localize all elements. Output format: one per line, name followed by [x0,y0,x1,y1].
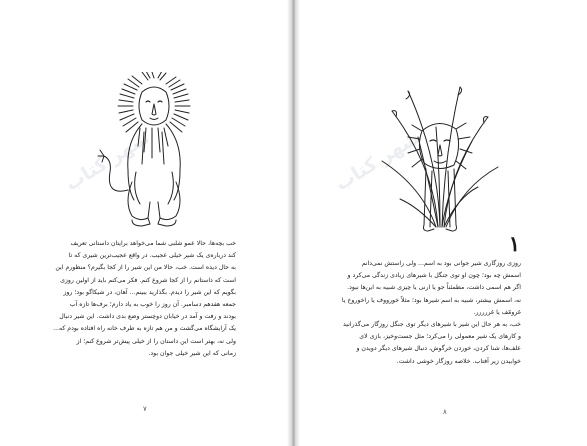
left-line-6: جمعه هفدهم دسامبر. آن روز را خوب به یاد دارم؛ برف‌ها تازه آب [69,301,236,309]
right-line-8: علف‌ها، شنا کردن، خوردن خرگوش، دنبال شیرهای دیگر دویدن و [356,345,521,353]
book-gutter [287,0,300,446]
page-number-right: ۸ [443,408,447,416]
page-number-left: ۷ [143,405,147,413]
grass-blades [382,87,498,227]
left-line-3: به حال دیده است. خب، حالا من این شیر را از کجا بگیرم؟ منظورم این [55,264,236,272]
lion-tail [104,156,128,191]
left-line-4: است که داستانم را از کجا شروع کنم. فکر می‌کنم باید از اولین روزی [60,276,236,284]
watermark-left: شهر کتاب [61,126,154,196]
left-line-5: بگویم که این شیر را دیدم. بگذارید ببینم... آهان، در شیکاگو بود؛ روز [63,288,236,296]
right-line-9: خوابیدن زیر آفتاب. خلاصه روزگار خوشی داشت. [396,357,521,365]
right-line-5: غرومّف یا غررررر. [473,308,521,316]
sitting-lion-illustration [92,72,216,230]
right-line-4: نه، اسمش بیشتر، شبیه به اسم شیرها بود؛ مثلاً خورووف یا راخوروخ یا [341,296,521,304]
left-line-10: زمانی که این شیر خیلی جوان بود. [148,349,236,357]
left-line-7: بودند و رفت و آمد در خیابان دوچستر وضع بدی داشت. این شیر دنبال [59,313,236,321]
right-page-text [341,258,521,368]
left-line-8: یک آرایشگاه می‌گشت و من هم تازه به طرف خانه راه افتاده بودم که... [53,325,236,333]
lion-body [128,124,180,200]
left-line-1: خب بچه‌ها، حالا عمو شلبی شما می‌خواهد برایتان داستانی تعریف [70,240,236,247]
lion-face-hidden [419,123,458,168]
watermark-right: شهر کتاب [331,126,424,196]
lion-in-grass-illustration [378,77,502,235]
chapter-number: ۱ [508,231,520,256]
right-line-3: اگر هم اسمی داشت، مطمئناً جو یا ارنی یا چیزی شبیه به این‌ها نبود. [347,284,521,292]
left-line-9: ولی نه، بهتر است این داستان را از خیلی پیش‌تر شروع کنم؛ از [76,337,236,345]
left-line-2: کند درباره‌ی یک شیر خیلی عجیب. در واقع عجیب‌ترین شیری که تا [68,252,236,260]
right-line-7: و کارهای یک شیر معمولی را می‌کرد؛ مثل جست‌وخیز، بازی لای [359,333,521,341]
right-line-2: اسمش چه بود؛ چون او توی جنگل با شیرهای زیادی زندگی می‌کرد و [347,272,521,280]
left-page-text [53,238,236,360]
right-line-6: خب، به هر حال این شیر با شیرهای دیگر توی جنگل روزگار می‌گذرانید [343,321,521,329]
right-line-1: روزی روزگاری شیر جوانی بود به اسم... ولی راستش نمی‌دانم [361,260,521,267]
lion-mane [118,72,190,132]
